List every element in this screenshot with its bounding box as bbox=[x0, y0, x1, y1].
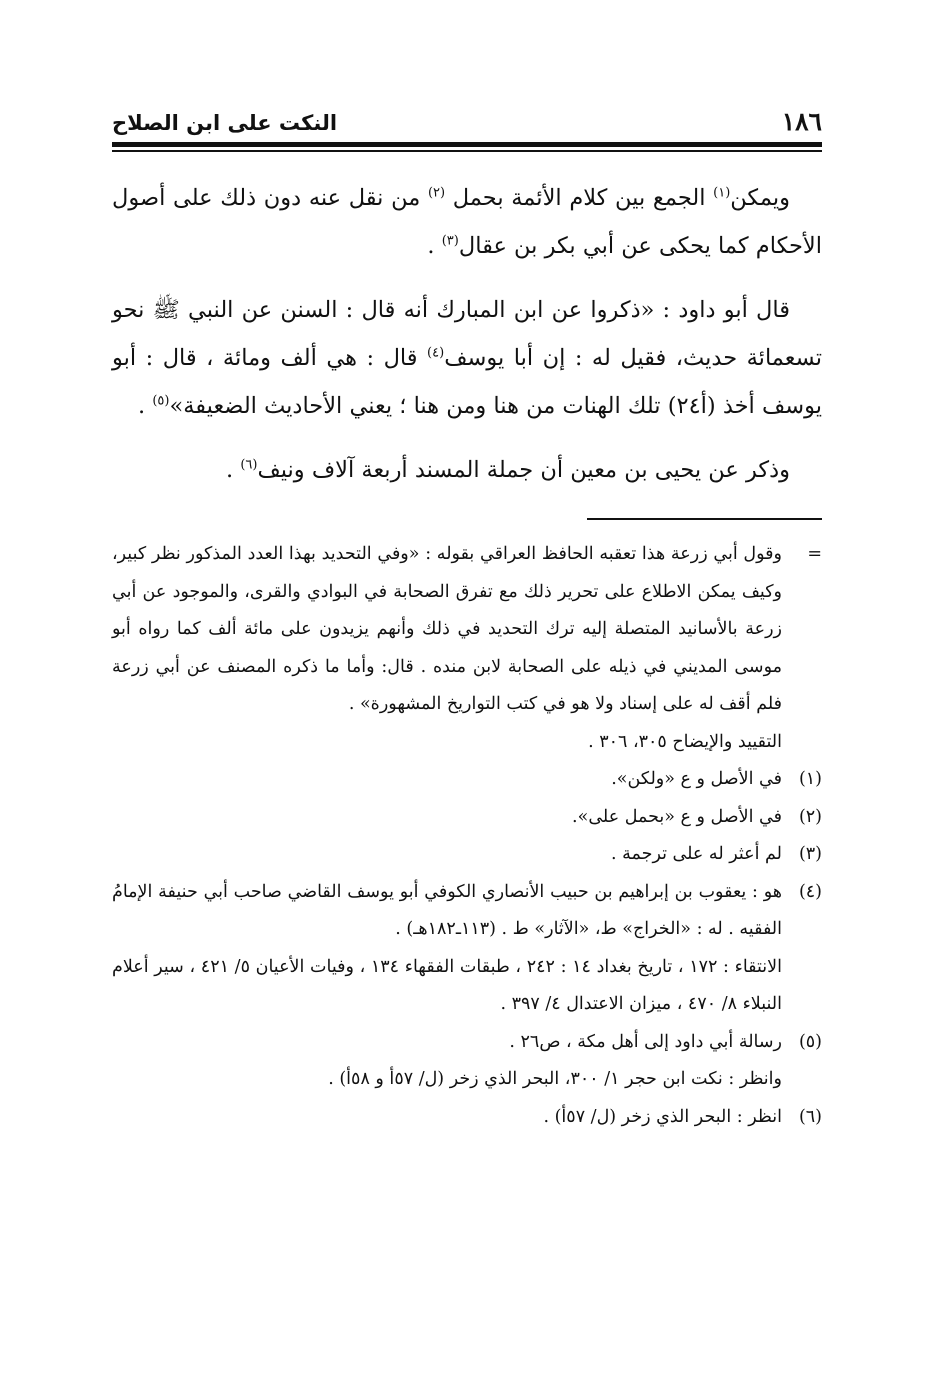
book-title: النكت على ابن الصلاح bbox=[112, 111, 338, 135]
footnotes bbox=[112, 536, 822, 1136]
footnote-marker: (٦) bbox=[798, 1106, 822, 1127]
footnote-text: وقول أبي زرعة هذا تعقبه الحافظ العراقي بقوله : «وفي التحديد بهذا العدد المذكور نظر كبير، وكيف يمكن الاطلاع على تحرير ذلك مع تفرق الصحابة في البوادي والقرى، والموجود عن أبي زرعة بالأسانيد المتصلة إليه ترك التحديد في ذلك وأنهم يزيدون على مائة ألف كما رواه أبو موسى المديني في ذيله على الصحابة لابن منده . قال: وأما ما ذكره المصنف عن أبي زرعة فلم أقف له على إسناد ولا هو في كتب التواريخ المشهورة» . bbox=[112, 544, 782, 714]
footnote-4 bbox=[112, 874, 822, 1024]
footnote-text: وانظر : نكت ابن حجر ١/ ٣٠٠، البحر الذي زخر (ل/ ٥٧أ و ٥٨أ) . bbox=[328, 1069, 782, 1089]
footnote-text: هو : يعقوب بن إبراهيم بن حبيب الأنصاري الكوفي أبو يوسف القاضي صاحب أبي حنيفة الإمامُ الفقيه . له : «الخراج» ط، «الآثار» ط . (١١٣ـ١٨٢هـ) . bbox=[112, 881, 782, 939]
footnote-1 bbox=[112, 761, 822, 799]
running-header bbox=[112, 96, 822, 134]
paragraph-1 bbox=[112, 174, 822, 270]
text-run: الجمع بين كلام الأئمة بحمل bbox=[445, 185, 714, 211]
footnote-ref[interactable]: (٣) bbox=[441, 233, 459, 249]
text-run: قال أبو داود : «ذكروا عن ابن المبارك أنه قال : السنن عن النبي ﷺ نحو تسعمائة حديث، فقيل له : إن أبا يوسف bbox=[112, 297, 822, 371]
paragraph-3 bbox=[112, 446, 822, 494]
book-page bbox=[112, 96, 822, 1136]
footnote-text: في الأصل و ع «ولكن». bbox=[611, 769, 782, 789]
footnote-text: الانتقاء : ١٧٢ ، تاريخ بغداد ١٤ : ٢٤٢ ، طبقات الفقهاء ١٣٤ ، وفيات الأعيان ٥/ ٤٢١ ، سير أعلام النبلاء ٨/ ٤٧٠ ، ميزان الاعتدال ٤/ ٣٩٧ . bbox=[112, 956, 782, 1014]
text-run: . bbox=[427, 233, 442, 259]
text-run: وذكر عن يحيى بن معين أن جملة المسند أربعة آلاف ونيف bbox=[257, 457, 790, 483]
text-run: من نقل عنه دون ذلك على أصول الأحكام كما يحكى عن أبي بكر بن عقال bbox=[112, 185, 822, 259]
footnote-text: التقييد والإيضاح ٣٠٥، ٣٠٦ . bbox=[588, 731, 782, 752]
footnote-5 bbox=[112, 1024, 822, 1099]
footnote-3 bbox=[112, 836, 822, 874]
footnote-2 bbox=[112, 799, 822, 837]
page-number: ١٨٦ bbox=[781, 107, 822, 136]
footnote-6 bbox=[112, 1099, 822, 1137]
footnote-marker: (٣) bbox=[798, 844, 822, 864]
header-rule-thin bbox=[112, 150, 822, 152]
text-run: . bbox=[138, 393, 153, 419]
footnote-continuation bbox=[112, 536, 822, 761]
footnote-ref[interactable]: (٢) bbox=[427, 185, 446, 201]
text-run: . bbox=[226, 457, 241, 483]
footnote-marker: (١) bbox=[798, 769, 822, 789]
footnote-ref[interactable]: (٤) bbox=[427, 345, 445, 361]
paragraph-2 bbox=[112, 286, 822, 430]
footnote-ref[interactable]: (١) bbox=[713, 185, 731, 201]
footnote-marker: (٤) bbox=[798, 881, 822, 902]
footnote-marker: = bbox=[807, 544, 822, 564]
footnote-text: لم أعثر له على ترجمة . bbox=[611, 844, 782, 864]
footnote-ref[interactable]: (٥) bbox=[152, 393, 170, 409]
footnote-text: رسالة أبي داود إلى أهل مكة ، ص٢٦ . bbox=[509, 1031, 782, 1052]
footnote-text: في الأصل و ع «بحمل على». bbox=[572, 806, 782, 827]
footnote-separator bbox=[587, 518, 822, 520]
footnote-ref[interactable]: (٦) bbox=[240, 457, 258, 473]
text-run: قال : هي ألف ومائة ، قال : أبو يوسف أخذ (أ٢٤) تلك الهنات من هنا ومن هنا ؛ يعني الأحاديث الضعيفة» bbox=[112, 345, 822, 419]
footnote-marker: (٥) bbox=[798, 1031, 822, 1052]
footnote-text: انظر : البحر الذي زخر (ل/ ٥٧أ) . bbox=[543, 1106, 782, 1127]
footnote-marker: (٢) bbox=[798, 806, 822, 827]
text-run: ويمكن bbox=[730, 185, 790, 211]
header-rule-thick bbox=[112, 142, 822, 147]
main-text bbox=[112, 174, 822, 494]
